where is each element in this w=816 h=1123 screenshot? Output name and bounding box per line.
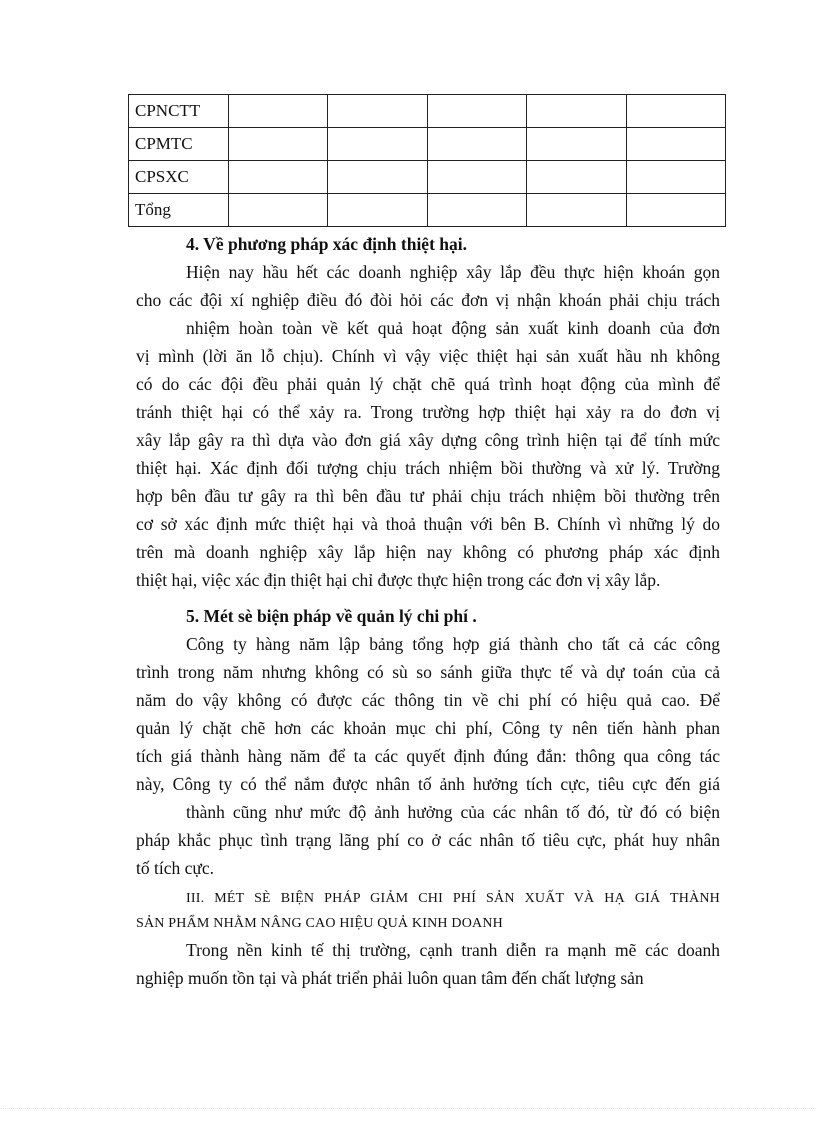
table-row [129, 161, 726, 194]
table-cell [626, 128, 725, 161]
section-3 [136, 886, 720, 992]
table-cell [626, 194, 725, 227]
paragraph-line: quản lý chặt chẽ hơn các khoản mục chi phí, Công ty nên tiến hành phan [136, 718, 720, 738]
table-cell [229, 128, 328, 161]
paragraph-line: thiệt hại. Xác định đối tượng chịu trách nhiệm bồi thường và xử lý. Trường [136, 458, 720, 478]
row-label: CPSXC [129, 161, 229, 194]
table-cell [229, 194, 328, 227]
table-cell [527, 95, 626, 128]
paragraph-line: cơ sở xác định mức thiệt hại và thoả thuận với bên B. Chính vì những lý do [136, 514, 720, 534]
paragraph-line: có do các đội đều phải quản lý chặt chẽ quá trình hoạt động của mình để [136, 374, 720, 394]
table-cell [427, 161, 526, 194]
table-cell [527, 161, 626, 194]
table-cell [527, 128, 626, 161]
paragraph-line: pháp khắc phục tình trạng lãng phí co ở các nhân tố tiêu cực, phát huy nhân [136, 830, 720, 850]
section-3-heading: SẢN PHẨM NHẰM NÂNG CAO HIỆU QUẢ KINH DOANH [136, 916, 503, 931]
table-row [129, 194, 726, 227]
paragraph-line: nhiệm hoàn toàn về kết quả hoạt động sản xuất kinh doanh của đơn [186, 318, 720, 338]
paragraph-line: xây lắp gây ra thì dựa vào đơn giá xây dựng công trình hiện tại để tính mức [136, 430, 720, 450]
table-row [129, 128, 726, 161]
table-cell [328, 194, 427, 227]
paragraph-line: thành cũng như mức độ ảnh hưởng của các nhân tố đó, từ đó có biện [186, 802, 720, 822]
paragraph-line: Công ty hàng năm lập bảng tổng hợp giá thành cho tất cả các công [186, 634, 720, 654]
section-5 [136, 602, 720, 882]
paragraph-line: hợp bên đầu tư gây ra thì bên đầu tư phải chịu trách nhiệm bồi thường trên [136, 486, 720, 506]
paragraph-line: tố tích cực. [136, 858, 214, 878]
paragraph-line: vị mình (lời ăn lỗ chịu). Chính vì vậy việc thiệt hại sản xuất hầu nh không [136, 346, 720, 366]
paragraph-line: tích giá thành hàng năm để ta các quyết định đúng đắn: thông qua công tác [136, 746, 720, 766]
page-bottom-rule [0, 1108, 816, 1109]
paragraph-line: tránh thiệt hại có thể xảy ra. Trong trường hợp thiệt hại xảy ra do đơn vị [136, 402, 720, 422]
table-cell [427, 128, 526, 161]
paragraph-line: năm do vậy không có được các thông tin về chi phí có hiệu quả cao. Để [136, 690, 720, 710]
table-cell [328, 128, 427, 161]
table-cell [626, 161, 725, 194]
section-3-heading: III. MÉT SÈ BIỆN PHÁP GIẢM CHI PHÍ SẢN XUẤT VÀ HẠ GIÁ THÀNH [186, 891, 720, 906]
table-cell [427, 194, 526, 227]
paragraph-line: cho các đội xí nghiệp điều đó đòi hỏi các đơn vị nhận khoán phải chịu trách [136, 290, 720, 310]
table-cell [328, 95, 427, 128]
paragraph-line: trên mà doanh nghiệp xây lắp hiện nay không có phương pháp xác định [136, 542, 720, 562]
section-4-heading: 4. Về phương pháp xác định thiệt hại. [186, 234, 467, 254]
row-label: CPNCTT [129, 95, 229, 128]
table-cell [626, 95, 725, 128]
table-cell [427, 95, 526, 128]
table-cell [328, 161, 427, 194]
table-cell [229, 95, 328, 128]
table-cell [527, 194, 626, 227]
row-label: CPMTC [129, 128, 229, 161]
paragraph-line: Trong nền kinh tế thị trường, cạnh tranh diễn ra mạnh mẽ các doanh [186, 940, 720, 960]
paragraph-line: thiệt hại, việc xác địn thiệt hại chỉ được thực hiện trong các đơn vị xây lắp. [136, 570, 661, 590]
cost-table [128, 94, 726, 227]
section-5-heading: 5. Mét sè biện pháp về quản lý chi phí . [186, 606, 477, 626]
paragraph-line: trình trong năm nhưng không có sù so sánh giữa thực tế và dự toán của cả [136, 662, 720, 682]
table-cell [229, 161, 328, 194]
paragraph-line: Hiện nay hầu hết các doanh nghiệp xây lắp đều thực hiện khoán gọn [186, 262, 720, 282]
table-row [129, 95, 726, 128]
section-4 [136, 230, 720, 594]
row-label: Tổng [129, 194, 229, 227]
paragraph-line: nghiệp muốn tồn tại và phát triển phải luôn quan tâm đến chất lượng sản [136, 968, 644, 988]
paragraph-line: này, Công ty có thể nắm được nhân tố ảnh hưởng tích cực, tiêu cực đến giá [136, 774, 720, 794]
